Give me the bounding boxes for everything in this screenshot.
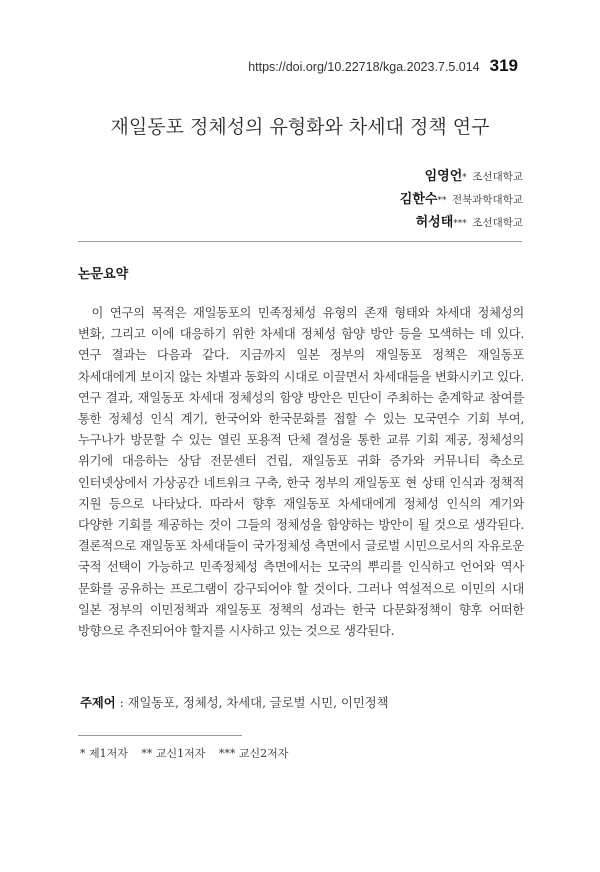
abstract-text: 이 연구의 목적은 재일동포의 민족정체성 유형의 존재 형태와 차세대 정체성의 변화, 그리고 이에 대응하기 위한 차세대 정체성 함양 방안 등을 모색하는 데 있다. 연구 결과는 다음과 같다. 지금까지 일본 정부의 재일동포 정책은 재일동포 차세대에게 보이지 않는 차별과 동화의 시대로 이끌면서 차세대들을 변화시키고 있다. 연구 결과, 재일동포 차세대 정체성의 함양 방안은 민단이 주최하는 춘계학교 참여를 통한 정체성 인식 계기, 한국어와 한국문화를 접할 수 있는 모국연수 기회 부여, 누구나가 방문할 수 있는 열린 포용적 단체 결성을 통한 교류 기회 제공, 정체성의 위기에 대응하는 상담 전문센터 건립, 재일동포 귀화 증가와 커뮤니티 축소로 인터넷상에서 가상공간 네트워크 구축, 한국 정부의 재일동포 현 상태 인식과 정책적 지원 등으로 나타났다. 따라서 향후 재일동포 차세대에게 정체성 인식의 계기와 다양한 기회를 제공하는 것이 그들의 정체성을 함양하는 방안이 될 것으로 생각된다. 결론적으로 재일동포 차세대들이 국가정체성 측면에서 글로벌 시민으로서의 자유로운 국적 선택이 가능하고 민족정체성 측면에서는 모국의 뿌리를 인식하고 언어와 역사 문화를 공유하는 프로그램이 강구되어야 할 것이다. 그러나 역설적으로 이민의 시대 일본 정부의 이민정책과 재일동포 정책의 성과는 한국 다문화정책이 향후 어떠한 방향으로 추진되어야 할지를 시사하고 있는 것으로 생각된다. bbox=[78, 306, 524, 639]
author-name: 허성태 bbox=[415, 215, 454, 230]
footnote-divider bbox=[78, 735, 242, 736]
author-mark: * bbox=[462, 173, 467, 183]
footnotes bbox=[80, 745, 298, 761]
author-affiliation: 조선대학교 bbox=[472, 171, 523, 183]
page-number: 319 bbox=[489, 56, 518, 75]
author-affiliation: 조선대학교 bbox=[472, 217, 523, 229]
page-header bbox=[248, 56, 518, 76]
keywords-label: 주제어 bbox=[80, 696, 116, 710]
keywords bbox=[80, 693, 389, 711]
author-1 bbox=[400, 166, 523, 189]
footnote-corresponding-1: ** 교신1저자 bbox=[141, 747, 206, 760]
section-divider bbox=[78, 241, 522, 242]
author-3 bbox=[400, 212, 523, 235]
keywords-text: 재일동포, 정체성, 차세대, 글로벌 시민, 이민정책 bbox=[127, 696, 389, 710]
author-name: 임영언 bbox=[424, 169, 463, 184]
author-mark: *** bbox=[453, 219, 467, 229]
author-list bbox=[400, 166, 523, 235]
author-mark: ** bbox=[437, 196, 447, 206]
author-name: 김한수 bbox=[399, 192, 438, 207]
keywords-separator: : bbox=[119, 696, 124, 710]
abstract-body bbox=[78, 303, 524, 642]
paper-title: 재일동포 정체성의 유형화와 차세대 정책 연구 bbox=[110, 116, 490, 138]
author-2 bbox=[400, 189, 523, 212]
author-affiliation: 전북과학대학교 bbox=[451, 194, 523, 206]
doi-link[interactable]: https://doi.org/10.22718/kga.2023.7.5.014 bbox=[248, 60, 480, 74]
footnote-first-author: * 제1저자 bbox=[80, 747, 128, 760]
footnote-corresponding-2: *** 교신2저자 bbox=[218, 747, 289, 760]
abstract-heading: 논문요약 bbox=[78, 267, 129, 282]
